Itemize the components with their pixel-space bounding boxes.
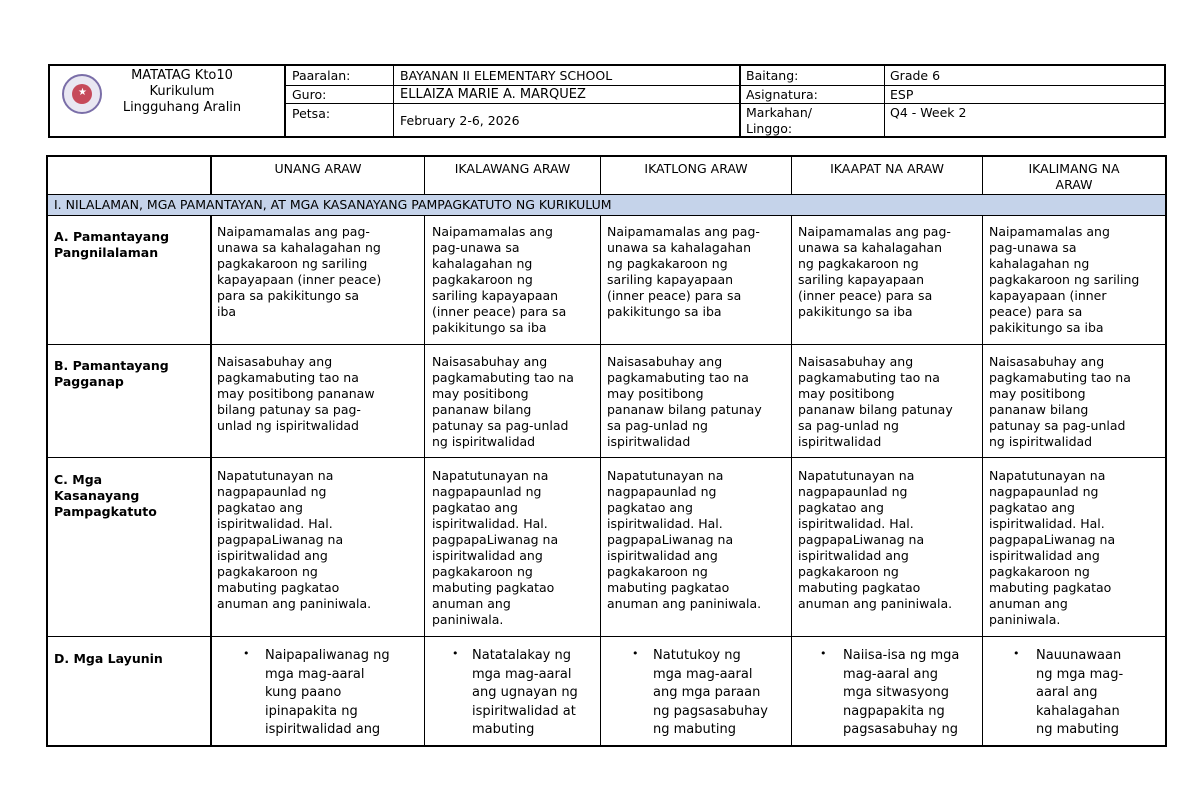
row-b-cell-4: Naisasabuhay ang pagkamabuting tao na may positibong pananaw bilang patunay sa pag-unlad ng ispiritwalidad: [798, 354, 953, 449]
row-d-cell-2: Natatalakay ng mga mag-aaral ang ugnayan ng ispiritwalidad at mabuting: [472, 648, 578, 737]
markahan-value: Q4 - Week 2: [890, 105, 967, 120]
row-a-cell-2: Naipamamalas ang pag-unawa sa kahalagahan ng pagkakaroon ng sariling kapayapaan (inner peace) para sa pakikitungo sa iba: [432, 224, 567, 335]
row-c-cell-2: Napatutunayan na nagpapaunlad ng pagkatao ang ispiritwalidad. Hal. pagpapaLiwanag na ispiritwalidad ang pagkakaroon ng mabuting pagkatao anuman ang paniniwala.: [432, 468, 559, 627]
row-b-cell-2: Naisasabuhay ang pagkamabuting tao na may positibong pananaw bilang patunay sa pag-unlad ng ispiritwalidad: [432, 354, 574, 449]
asignatura-label: Asignatura:: [746, 87, 818, 102]
day-header-4: IKAAPAT NA ARAW: [830, 161, 944, 176]
deped-seal-icon: ★: [62, 74, 102, 114]
row-b-cell-5: Naisasabuhay ang pagkamabuting tao na may positibong pananaw bilang patunay sa pag-unlad ng ispiritwalidad: [989, 354, 1131, 449]
row-d-bullet-1: •: [243, 647, 250, 660]
row-c-cell-3: Napatutunayan na nagpapaunlad ng pagkatao ang ispiritwalidad. Hal. pagpapaLiwanag na ispiritwalidad ang pagkakaroon ng mabuting pagkatao anuman ang paniniwala.: [607, 468, 762, 611]
day-header-1: UNANG ARAW: [274, 161, 362, 176]
section-title: I. NILALAMAN, MGA PAMANTAYAN, AT MGA KASANAYANG PAMPAGKATUTO NG KURIKULUM: [54, 197, 612, 212]
asignatura-value: ESP: [890, 87, 914, 102]
row-d-bullet-3: •: [632, 647, 639, 660]
row-a-cell-5: Naipamamalas ang pag-unawa sa kahalagahan ng pagkakaroon ng sariling kapayapaan (inner peace) para sa pakikitungo sa iba: [989, 224, 1140, 335]
guro-value: ELLAIZA MARIE A. MARQUEZ: [400, 87, 586, 102]
paaralan-value: BAYANAN II ELEMENTARY SCHOOL: [400, 68, 613, 83]
row-d-cell-5: Nauunawaan ng mga mag- aaral ang kahalagahan ng mabuting: [1036, 648, 1124, 737]
row-a-cell-1: Naipamamalas ang pag- unawa sa kahalagahan ng pagkakaroon ng sariling kapayapaan (inner peace) para sa pakikitungo sa iba: [217, 224, 382, 319]
row-d-bullet-2: •: [452, 647, 459, 660]
day-header-5: IKALIMANG NA ARAW: [1028, 161, 1120, 192]
lesson-title: [92, 68, 272, 116]
markahan-label: Markahan/ Linggo:: [746, 105, 812, 136]
row-d-label: D. Mga Layunin: [54, 651, 163, 666]
row-c-cell-1: Napatutunayan na nagpapaunlad ng pagkatao ang ispiritwalidad. Hal. pagpapaLiwanag na ispiritwalidad ang pagkakaroon ng mabuting pagkatao anuman ang paniniwala.: [217, 468, 372, 611]
row-a-cell-4: Naipamamalas ang pag- unawa sa kahalagahan ng pagkakaroon ng sariling kapayapaan (inner peace) para sa pakikitungo sa iba: [798, 224, 951, 319]
row-c-label: C. Mga Kasanayang Pampagkatuto: [54, 472, 157, 519]
day-header-2: IKALAWANG ARAW: [454, 161, 571, 176]
row-d-cell-3: Natutukoy ng mga mag-aaral ang mga paraan ng pagsasabuhay ng mabuting: [653, 648, 768, 737]
paaralan-label: Paaralan:: [292, 68, 351, 83]
day-header-3: IKATLONG ARAW: [644, 161, 748, 176]
row-d-cell-1: Naipapaliwanag ng mga mag-aaral kung paano ipinapakita ng ispiritwalidad ang: [265, 648, 390, 737]
guro-label: Guro:: [292, 87, 327, 102]
baitang-label: Baitang:: [746, 68, 799, 83]
row-d-bullet-5: •: [1013, 647, 1020, 660]
row-a-label: A. Pamantayang Pangnilalaman: [54, 229, 170, 260]
row-c-cell-4: Napatutunayan na nagpapaunlad ng pagkatao ang ispiritwalidad. Hal. pagpapaLiwanag na ispiritwalidad ang pagkakaroon ng mabuting pagkatao anuman ang paniniwala.: [798, 468, 953, 611]
title-line-3: Lingguhang Aralin: [122, 100, 242, 115]
row-b-cell-1: Naisasabuhay ang pagkamabuting tao na may positibong pananaw bilang patunay sa pag- unlad ng ispiritwalidad: [217, 354, 375, 433]
petsa-value: February 2-6, 2026: [400, 113, 520, 128]
petsa-label: Petsa:: [292, 106, 331, 121]
title-line-1: MATATAG Kto10: [131, 68, 233, 83]
header-divider: [284, 64, 286, 138]
baitang-value: Grade 6: [890, 68, 941, 83]
row-d-bullet-4: •: [820, 647, 827, 660]
row-a-cell-3: Naipamamalas ang pag- unawa sa kahalagahan ng pagkakaroon ng sariling kapayapaan (inner peace) para sa pakikitungo sa iba: [607, 224, 760, 319]
title-line-2: Kurikulum: [149, 84, 215, 99]
row-b-label: B. Pamantayang Pagganap: [54, 358, 169, 389]
row-c-cell-5: Napatutunayan na nagpapaunlad ng pagkatao ang ispiritwalidad. Hal. pagpapaLiwanag na ispiritwalidad ang pagkakaroon ng mabuting pagkatao anuman ang paniniwala.: [989, 468, 1116, 627]
row-d-cell-4: Naiisa-isa ng mga mag-aaral ang mga sitwasyong nagpapakita ng pagsasabuhay ng: [843, 648, 960, 737]
row-b-cell-3: Naisasabuhay ang pagkamabuting tao na may positibong pananaw bilang patunay sa pag-unlad ng ispiritwalidad: [607, 354, 762, 449]
